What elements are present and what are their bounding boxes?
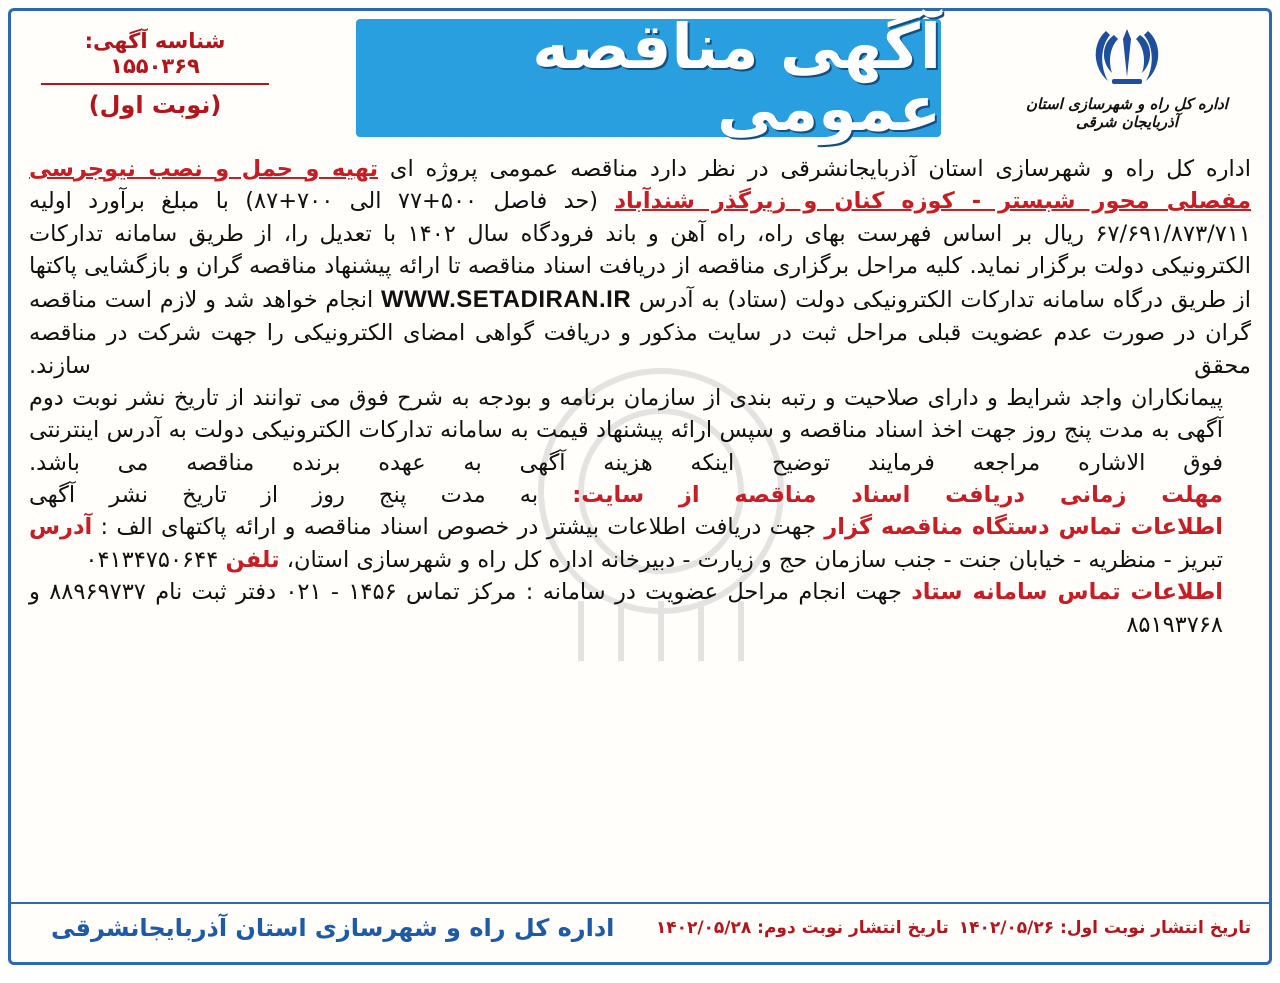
contact-paragraph bbox=[29, 511, 1251, 576]
setad-link[interactable]: WWW.SETADIRAN.IR bbox=[380, 285, 632, 313]
phone-label: تلفن bbox=[225, 546, 280, 573]
setad-value: جهت انجام مراحل عضویت در سامانه : مرکز تماس ۱۴۵۶ - ۰۲۱ دفتر ثبت نام ۸۸۹۶۹۷۳۷ و ۸۵۱۹۳۷۶۸ bbox=[29, 579, 1223, 638]
publication-round: (نوبت اول) bbox=[88, 91, 222, 120]
org-small-name: اداره کل راه و شهرسازی استان آذربایجان شرقی bbox=[1026, 95, 1228, 131]
text-contractors: پیمانکاران واجد شرایط و دارای صلاحیت و رتبه بندی از سازمان برنامه و بودجه به شرح فوق می توانند از تاریخ نشر نوبت دوم آگهی به مدت پنج روز جهت اخذ اسناد مناقصه و سپس ارائه پیشنهاد قیمت به سامانه تدارکات الکترونیکی دولت به آدرس اینترنتی فوق الاشاره مراجعه فرمایند توضیح اینکه هزینه آگهی به عهده برنده مناقصه می باشد. bbox=[29, 384, 1223, 476]
date-first: تاریخ انتشار نوبت اول: ۱۴۰۲/۰۵/۲۶ bbox=[958, 918, 1251, 938]
paragraph-contractors bbox=[29, 382, 1251, 479]
tender-ad bbox=[8, 8, 1272, 965]
ad-body bbox=[29, 153, 1251, 641]
contact-text: جهت دریافت اطلاعات بیشتر در خصوص اسناد مناقصه و ارائه پاکتهای الف : bbox=[92, 514, 825, 541]
address-label: آدرس bbox=[29, 514, 93, 541]
ad-id: شناسه آگهی: ۱۵۵۰۳۶۹ bbox=[41, 29, 269, 85]
paragraph-main bbox=[29, 153, 1251, 382]
text-details: (حد فاصل ۵۰۰+۷۷ الی ۷۰۰+۸۷) با مبلغ برآورد اولیه ۶۷/۶۹۱/۸۷۳/۷۱۱ ریال بر اساس فهرست بهای راه، راه آهن و باند فرودگاه سال ۱۴۰۲ با تعدیل را، از طریق سامانه تدارکات الکترونیکی دولت برگزار نماید. کلیه مراحل برگزاری مناقصه از دریافت اسناد مناقصه تا ارائه پیشنهاد مناقصه گران و بازگشایی پاکتها از طریق درگاه سامانه تدارکات الکترونیکی دولت (ستاد) به آدرس bbox=[29, 188, 1251, 313]
text-intro: اداره کل راه و شهرسازی استان آذربایجانشرقی در نظر دارد مناقصه عمومی پروژه ای bbox=[378, 156, 1251, 182]
deadline-label: مهلت زمانی دریافت اسناد مناقصه از سایت: bbox=[572, 482, 1223, 509]
footer-org-name: اداره کل راه و شهرسازی استان آذربایجانشرقی bbox=[51, 914, 615, 942]
page-title: آگهی مناقصه عمومی bbox=[532, 10, 941, 145]
contact-label: اطلاعات تماس دستگاه مناقصه گزار bbox=[824, 514, 1223, 541]
setad-label: اطلاعات تماس سامانه ستاد bbox=[911, 579, 1223, 606]
publication-dates bbox=[656, 918, 1251, 938]
project-title: تهیه و حمل و نصب نیوجرسی مفصلی محور شبستر - کوزه کنان و زیرگذر شندآباد bbox=[29, 156, 1251, 215]
date-second: تاریخ انتشار نوبت دوم: ۱۴۰۲/۰۵/۲۸ bbox=[655, 918, 949, 938]
text-registration: انجام خواهد شد و لازم است مناقصه گران در صورت عدم عضویت قبلی مراحل ثبت در سایت مذکور و دریافت گواهی امضای الکترونیکی را جهت شرکت در مناقصه محقق سازند. bbox=[29, 286, 1251, 379]
title-banner bbox=[356, 10, 941, 145]
deadline-value: به مدت پنج روز از تاریخ نشر آگهی bbox=[29, 482, 573, 509]
phone-value: ۰۴۱۳۴۷۵۰۶۴۴ bbox=[85, 546, 226, 573]
address-value: تبریز - منظریه - خیابان جنت - جنب سازمان حج و زیارت - دبیرخانه اداره کل راه و شهرسازی استان، bbox=[279, 546, 1223, 573]
deadline-line bbox=[29, 479, 1251, 511]
header bbox=[11, 11, 1269, 143]
iran-emblem-icon bbox=[1092, 25, 1162, 87]
org-logo bbox=[997, 25, 1257, 135]
setad-contact-paragraph bbox=[29, 576, 1251, 641]
footer bbox=[11, 902, 1269, 962]
ad-id-block bbox=[41, 29, 269, 120]
